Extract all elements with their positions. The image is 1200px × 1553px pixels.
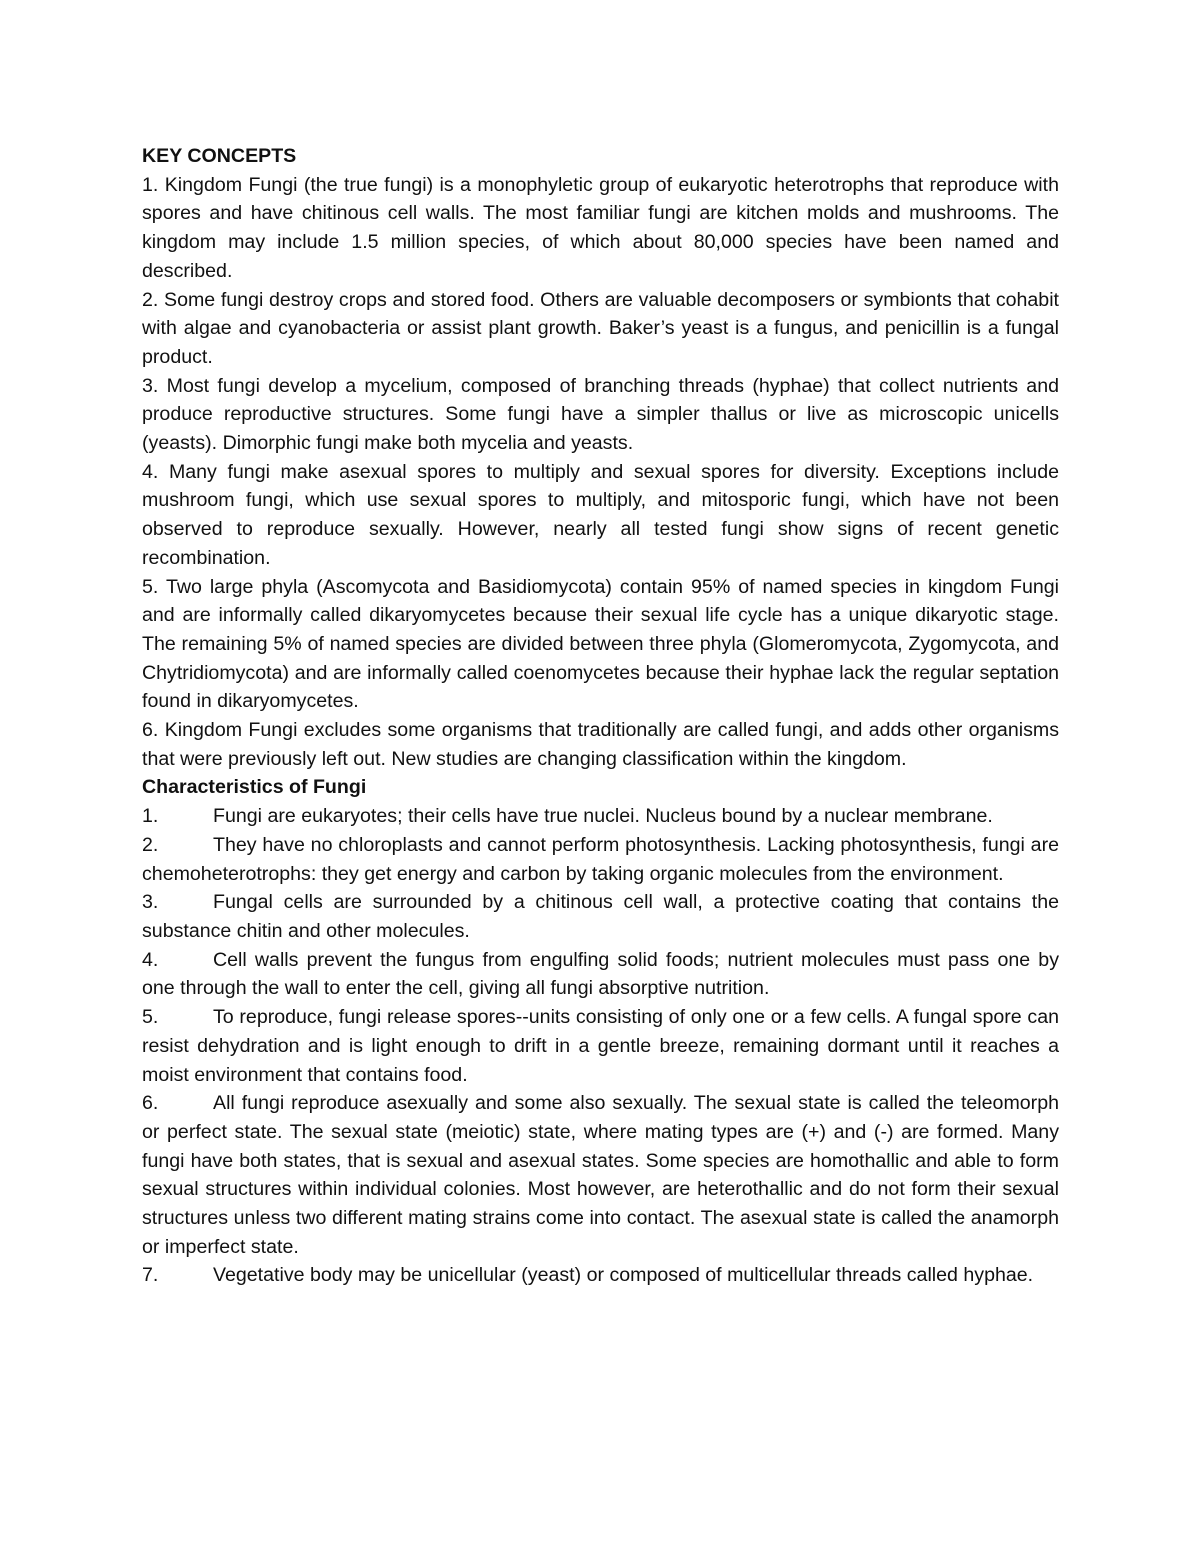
characteristic-number: 1. [142, 805, 159, 828]
characteristic-text: To reproduce, fungi release spores--units consisting of only one or a few cells. A fungal spore can resist dehydration and is light enough to drift in a gentle breeze, remaining dormant until it reaches a moist environment that contains food. [142, 1006, 1059, 1086]
characteristic-text: All fungi reproduce asexually and some also sexually. The sexual state is called the teleomorph or perfect state. The sexual state (meiotic) state, where mating types are (+) and (-) are formed. Many fungi have both states, that is sexual and asexual states. Some species are homothallic and able to form sexual structures within individual colonies. Most however, are heterothallic and do not form their sexual structures unless two different mating strains come into contact. The asexual state is called the anamorph or imperfect state. [142, 1092, 1059, 1258]
characteristic-text: Vegetative body may be unicellular (yeast) or composed of multicellular threads called hyphae. [213, 1264, 1034, 1287]
characteristic-text: Fungal cells are surrounded by a chitinous cell wall, a protective coating that contains the substance chitin and other molecules. [142, 891, 1059, 942]
characteristic-4 [142, 946, 1059, 1003]
document-page [142, 142, 1059, 1290]
key-concept-2: 2. Some fungi destroy crops and stored food. Others are valuable decomposers or symbionts that cohabit with algae and cyanobacteria or assist plant growth. Baker’s yeast is a fungus, and penicillin is a fungal product. [142, 288, 1059, 368]
key-concept-4: 4. Many fungi make asexual spores to multiply and sexual spores for diversity. Exceptions include mushroom fungi, which use sexual spores to multiply, and mitosporic fungi, which have not been observed to reproduce sexually. However, nearly all tested fungi show signs of recent genetic recombination. [142, 460, 1059, 569]
key-concept-3: 3. Most fungi develop a mycelium, composed of branching threads (hyphae) that collect nutrients and produce reproductive structures. Some fungi have a simpler thallus or live as microscopic unicells (yeasts). Dimorphic fungi make both mycelia and yeasts. [142, 374, 1059, 455]
characteristic-1 [142, 802, 1059, 831]
characteristic-number: 4. [142, 948, 159, 971]
characteristic-text: They have no chloroplasts and cannot perform photosynthesis. Lacking photosynthesis, fungi are chemoheterotrophs: they get energy and carbon by taking organic molecules from the environment. [142, 833, 1059, 885]
characteristic-7 [142, 1261, 1059, 1290]
characteristic-5 [142, 1003, 1059, 1089]
characteristic-number: 6. [142, 1092, 159, 1115]
characteristic-text: Fungi are eukaryotes; their cells have true nuclei. Nucleus bound by a nuclear membrane. [213, 805, 993, 828]
key-concept-1: 1. Kingdom Fungi (the true fungi) is a monophyletic group of eukaryotic heterotrophs that reproduce with spores and have chitinous cell walls. The most familiar fungi are kitchen molds and mushrooms. The kingdom may include 1.5 million species, of which about 80,000 species have been named and described. [142, 173, 1059, 282]
characteristic-number: 2. [142, 833, 159, 856]
key-concepts-heading: KEY CONCEPTS [142, 145, 297, 167]
characteristic-number: 7. [142, 1264, 159, 1287]
characteristic-number: 5. [142, 1006, 159, 1029]
characteristics-heading: Characteristics of Fungi [142, 776, 367, 799]
characteristic-text: Cell walls prevent the fungus from engulfing solid foods; nutrient molecules must pass one by one through the wall to enter the cell, giving all fungi absorptive nutrition. [142, 948, 1059, 1000]
characteristic-6 [142, 1089, 1059, 1261]
key-concept-6: 6. Kingdom Fungi excludes some organisms that traditionally are called fungi, and adds other organisms that were previously left out. New studies are changing classification within the kingdom. [142, 719, 1059, 770]
characteristic-2 [142, 831, 1059, 888]
characteristic-number: 3. [142, 891, 159, 914]
characteristic-3 [142, 888, 1059, 945]
key-concept-5: 5. Two large phyla (Ascomycota and Basidiomycota) contain 95% of named species in kingdom Fungi and are informally called dikaryomycetes because their sexual life cycle has a unique dikaryotic stage. The remaining 5% of named species are divided between three phyla (Glomeromycota, Zygomycota, and Chytridiomycota) and are informally called coenomycetes because their hyphae lack the regular septation found in dikaryomycetes. [142, 575, 1059, 713]
